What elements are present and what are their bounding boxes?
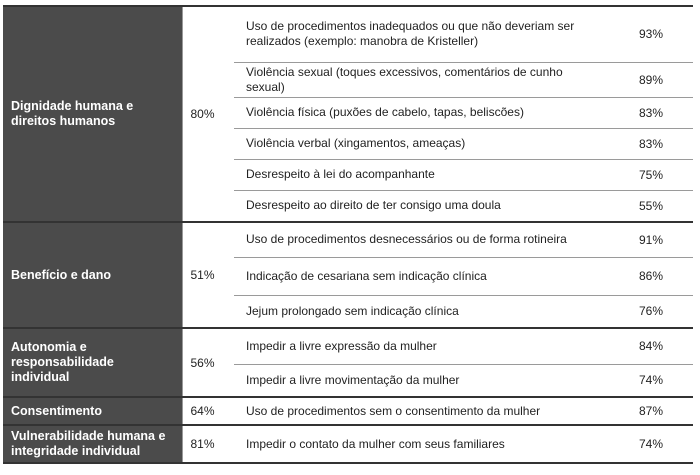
table-row bbox=[3, 6, 693, 62]
item-percentage: 91% bbox=[609, 222, 693, 257]
table-row bbox=[3, 328, 693, 364]
item-description: Indicação de cesariana sem indicação clínica bbox=[234, 257, 609, 295]
item-description: Impedir a livre movimentação da mulher bbox=[234, 364, 609, 397]
category-cell: Autonomia e responsabilidade individual bbox=[3, 328, 182, 397]
item-percentage: 93% bbox=[609, 6, 693, 62]
table-row bbox=[3, 425, 693, 463]
item-description: Uso de procedimentos sem o consentimento da mulher bbox=[234, 397, 609, 425]
item-percentage: 86% bbox=[609, 257, 693, 295]
table-row bbox=[3, 397, 693, 425]
item-percentage: 74% bbox=[609, 364, 693, 397]
item-description: Jejum prolongado sem indicação clínica bbox=[234, 295, 609, 328]
item-percentage: 55% bbox=[609, 190, 693, 222]
category-cell: Dignidade humana e direitos humanos bbox=[3, 6, 182, 222]
item-description: Violência física (puxões de cabelo, tapas, beliscões) bbox=[234, 97, 609, 128]
category-cell: Vulnerabilidade humana e integridade individual bbox=[3, 425, 182, 463]
category-percentage: 64% bbox=[182, 397, 234, 425]
item-percentage: 89% bbox=[609, 62, 693, 97]
item-percentage: 87% bbox=[609, 397, 693, 425]
violence-table bbox=[3, 5, 693, 464]
item-description: Violência verbal (xingamentos, ameaças) bbox=[234, 128, 609, 159]
table-body bbox=[3, 6, 693, 463]
item-percentage: 76% bbox=[609, 295, 693, 328]
category-cell: Consentimento bbox=[3, 397, 182, 425]
item-description: Uso de procedimentos inadequados ou que não deveriam ser realizados (exemplo: manobra de Kristeller) bbox=[234, 6, 609, 62]
category-cell: Benefício e dano bbox=[3, 222, 182, 328]
item-percentage: 83% bbox=[609, 97, 693, 128]
category-percentage: 81% bbox=[182, 425, 234, 463]
item-description: Uso de procedimentos desnecessários ou de forma rotineira bbox=[234, 222, 609, 257]
item-percentage: 83% bbox=[609, 128, 693, 159]
item-description: Desrespeito à lei do acompanhante bbox=[234, 159, 609, 190]
category-percentage: 51% bbox=[182, 222, 234, 328]
category-percentage: 56% bbox=[182, 328, 234, 397]
table-row bbox=[3, 222, 693, 257]
category-percentage: 80% bbox=[182, 6, 234, 222]
item-description: Impedir a livre expressão da mulher bbox=[234, 328, 609, 364]
item-description: Impedir o contato da mulher com seus familiares bbox=[234, 425, 609, 463]
item-percentage: 84% bbox=[609, 328, 693, 364]
item-percentage: 74% bbox=[609, 425, 693, 463]
item-percentage: 75% bbox=[609, 159, 693, 190]
item-description: Violência sexual (toques excessivos, comentários de cunho sexual) bbox=[234, 62, 609, 97]
item-description: Desrespeito ao direito de ter consigo uma doula bbox=[234, 190, 609, 222]
